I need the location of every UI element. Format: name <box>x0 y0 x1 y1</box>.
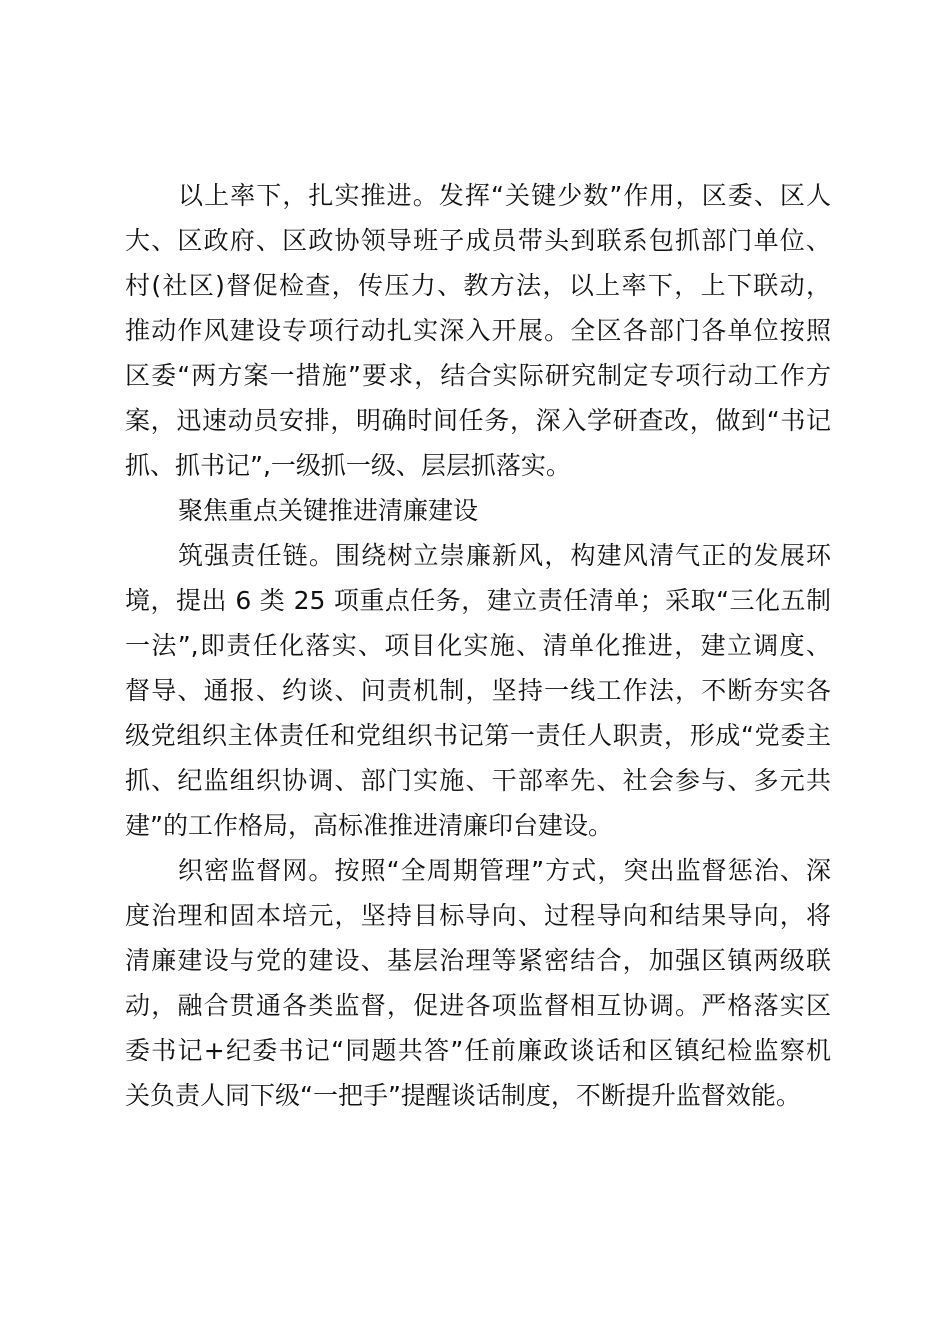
paragraph-3-line-6: 关负责人同下级“一把手”提醒谈话制度，不断提升监督效能。 <box>125 1081 801 1110</box>
paragraph-1-line-2: 大、区政府、区政协领导班子成员带头到联系包抓部门单位、 <box>125 226 831 255</box>
paragraph-1-line-4: 推动作风建设专项行动扎实深入开展。全区各部门各单位按照 <box>125 316 831 345</box>
paragraph-2-line-5: 级党组织主体责任和党组织书记第一责任人职责，形成“党委主 <box>125 721 831 750</box>
paragraph-2-line-3: 一法”,即责任化落实、项目化实施、清单化推进，建立调度、 <box>125 631 831 660</box>
paragraph-2-line-2: 境，提出 6 类 25 项重点任务，建立责任清单；采取“三化五制 <box>125 586 831 615</box>
paragraph-1-line-7: 抓、抓书记”,一级抓一级、层层抓落实。 <box>125 451 571 480</box>
paragraph-1-line-1: 以上率下，扎实推进。发挥“关键少数”作用，区委、区人 <box>178 181 831 210</box>
paragraph-2-line-7: 建”的工作格局，高标准推进清廉印台建设。 <box>125 811 613 840</box>
section-heading: 聚焦重点关键推进清廉建设 <box>178 496 479 525</box>
paragraph-2-line-6: 抓、纪监组织协调、部门实施、干部率先、社会参与、多元共 <box>125 766 831 795</box>
paragraph-3-line-4: 动，融合贯通各类监督，促进各项监督相互协调。严格落实区 <box>125 991 831 1020</box>
paragraph-1-line-3: 村(社区)督促检查，传压力、教方法，以上率下，上下联动， <box>125 271 831 300</box>
paragraph-2-line-1: 筑强责任链。围绕树立崇廉新风，构建风清气正的发展环 <box>178 541 831 570</box>
paragraph-3-line-2: 度治理和固本培元，坚持目标导向、过程导向和结果导向，将 <box>125 901 831 930</box>
paragraph-3-line-1: 织密监督网。按照“全周期管理”方式，突出监督惩治、深 <box>178 856 831 885</box>
paragraph-2-line-4: 督导、通报、约谈、问责机制，坚持一线工作法，不断夯实各 <box>125 676 831 705</box>
document-body <box>125 173 831 1118</box>
paragraph-3-line-5: 委书记+纪委书记“同题共答”任前廉政谈话和区镇纪检监察机 <box>125 1036 831 1065</box>
paragraph-1-line-5: 区委“两方案一措施”要求，结合实际研究制定专项行动工作方 <box>125 361 831 390</box>
paragraph-1-line-6: 案，迅速动员安排，明确时间任务，深入学研查改，做到“书记 <box>125 406 831 435</box>
paragraph-3-line-3: 清廉建设与党的建设、基层治理等紧密结合，加强区镇两级联 <box>125 946 831 975</box>
